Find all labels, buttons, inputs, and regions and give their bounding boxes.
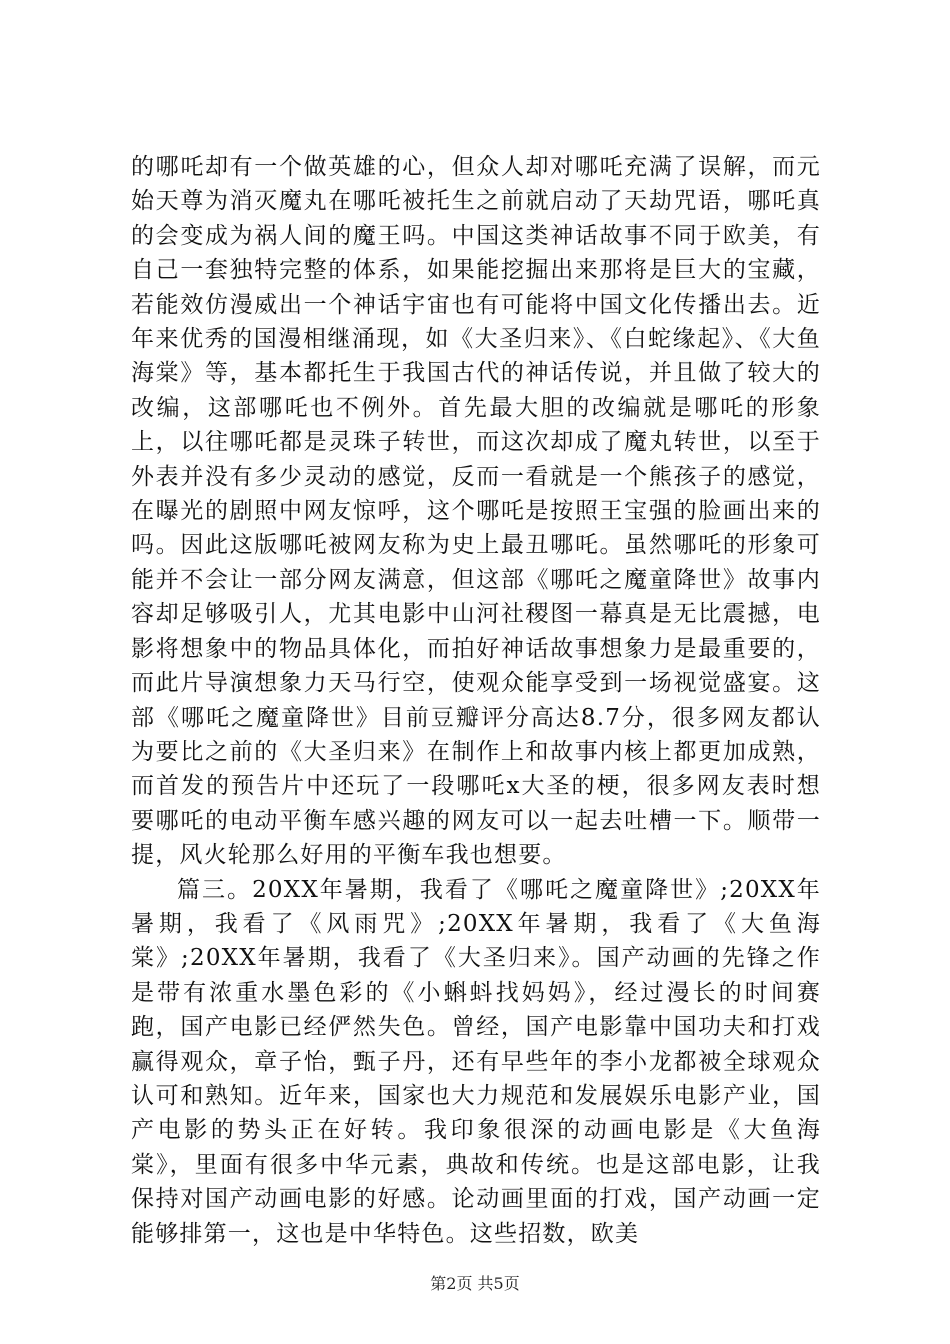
page-number: 第2页 共5页 [430, 1274, 520, 1293]
page-footer [0, 1271, 950, 1294]
paragraph-1: 的哪吒却有一个做英雄的心，但众人却对哪吒充满了误解，而元始天尊为消灭魔丸在哪吒被托生之前就启动了天劫咒语，哪吒真的会变成为祸人间的魔王吗。中国这类神话故事不同于欧美，有自己一套独特完整的体系，如果能挖掘出来那将是巨大的宝藏，若能效仿漫威出一个神话宇宙也有可能将中国文化传播出去。近年来优秀的国漫相继涌现，如《大圣归来》、《白蛇缘起》、《大鱼海棠》等，基本都托生于我国古代的神话传说，并且做了较大的改编，这部哪吒也不例外。首先最大胆的改编就是哪吒的形象上，以往哪吒都是灵珠子转世，而这次却成了魔丸转世，以至于外表并没有多少灵动的感觉，反而一看就是一个熊孩子的感觉，在曝光的剧照中网友惊呼，这个哪吒是按照王宝强的脸画出来的吗。因此这版哪吒被网友称为史上最丑哪吒。虽然哪吒的形象可能并不会让一部分网友满意，但这部《哪吒之魔童降世》故事内容却足够吸引人，尤其电影中山河社稷图一幕真是无比震撼，电影将想象中的物品具体化，而拍好神话故事想象力是最重要的，而此片导演想象力天马行空，使观众能享受到一场视觉盛宴。这部《哪吒之魔童降世》目前豆瓣评分高达8.7分，很多网友都认为要比之前的《大圣归来》在制作上和故事内核上都更加成熟，而首发的预告片中还玩了一段哪吒x大圣的梗，很多网友表时想要哪吒的电动平衡车感兴趣的网友可以一起去吐槽一下。顺带一提，风火轮那么好用的平衡车我也想要。 [131, 154, 821, 869]
body-text [131, 150, 821, 1251]
paragraph-2: 篇三。20XX年暑期，我看了《哪吒之魔童降世》;20XX年暑期，我看了《风雨咒》;20XX年暑期，我看了《大鱼海棠》;20XX年暑期，我看了《大圣归来》。国产动画的先锋之作是带有浓重水墨色彩的《小蝌蚪找妈妈》，经过漫长的时间赛跑，国产电影已经俨然失色。曾经，国产电影靠中国功夫和打戏赢得观众，章子怡，甄子丹，还有早些年的李小龙都被全球观众认可和熟知。近年来，国家也大力规范和发展娱乐电影产业，国产电影的势头正在好转。我印象很深的动画电影是《大鱼海棠》，里面有很多中华元素，典故和传统。也是这部电影，让我保持对国产动画电影的好感。论动画里面的打戏，国产动画一定能够排第一，这也是中华特色。这些招数，欧美 [131, 876, 821, 1247]
